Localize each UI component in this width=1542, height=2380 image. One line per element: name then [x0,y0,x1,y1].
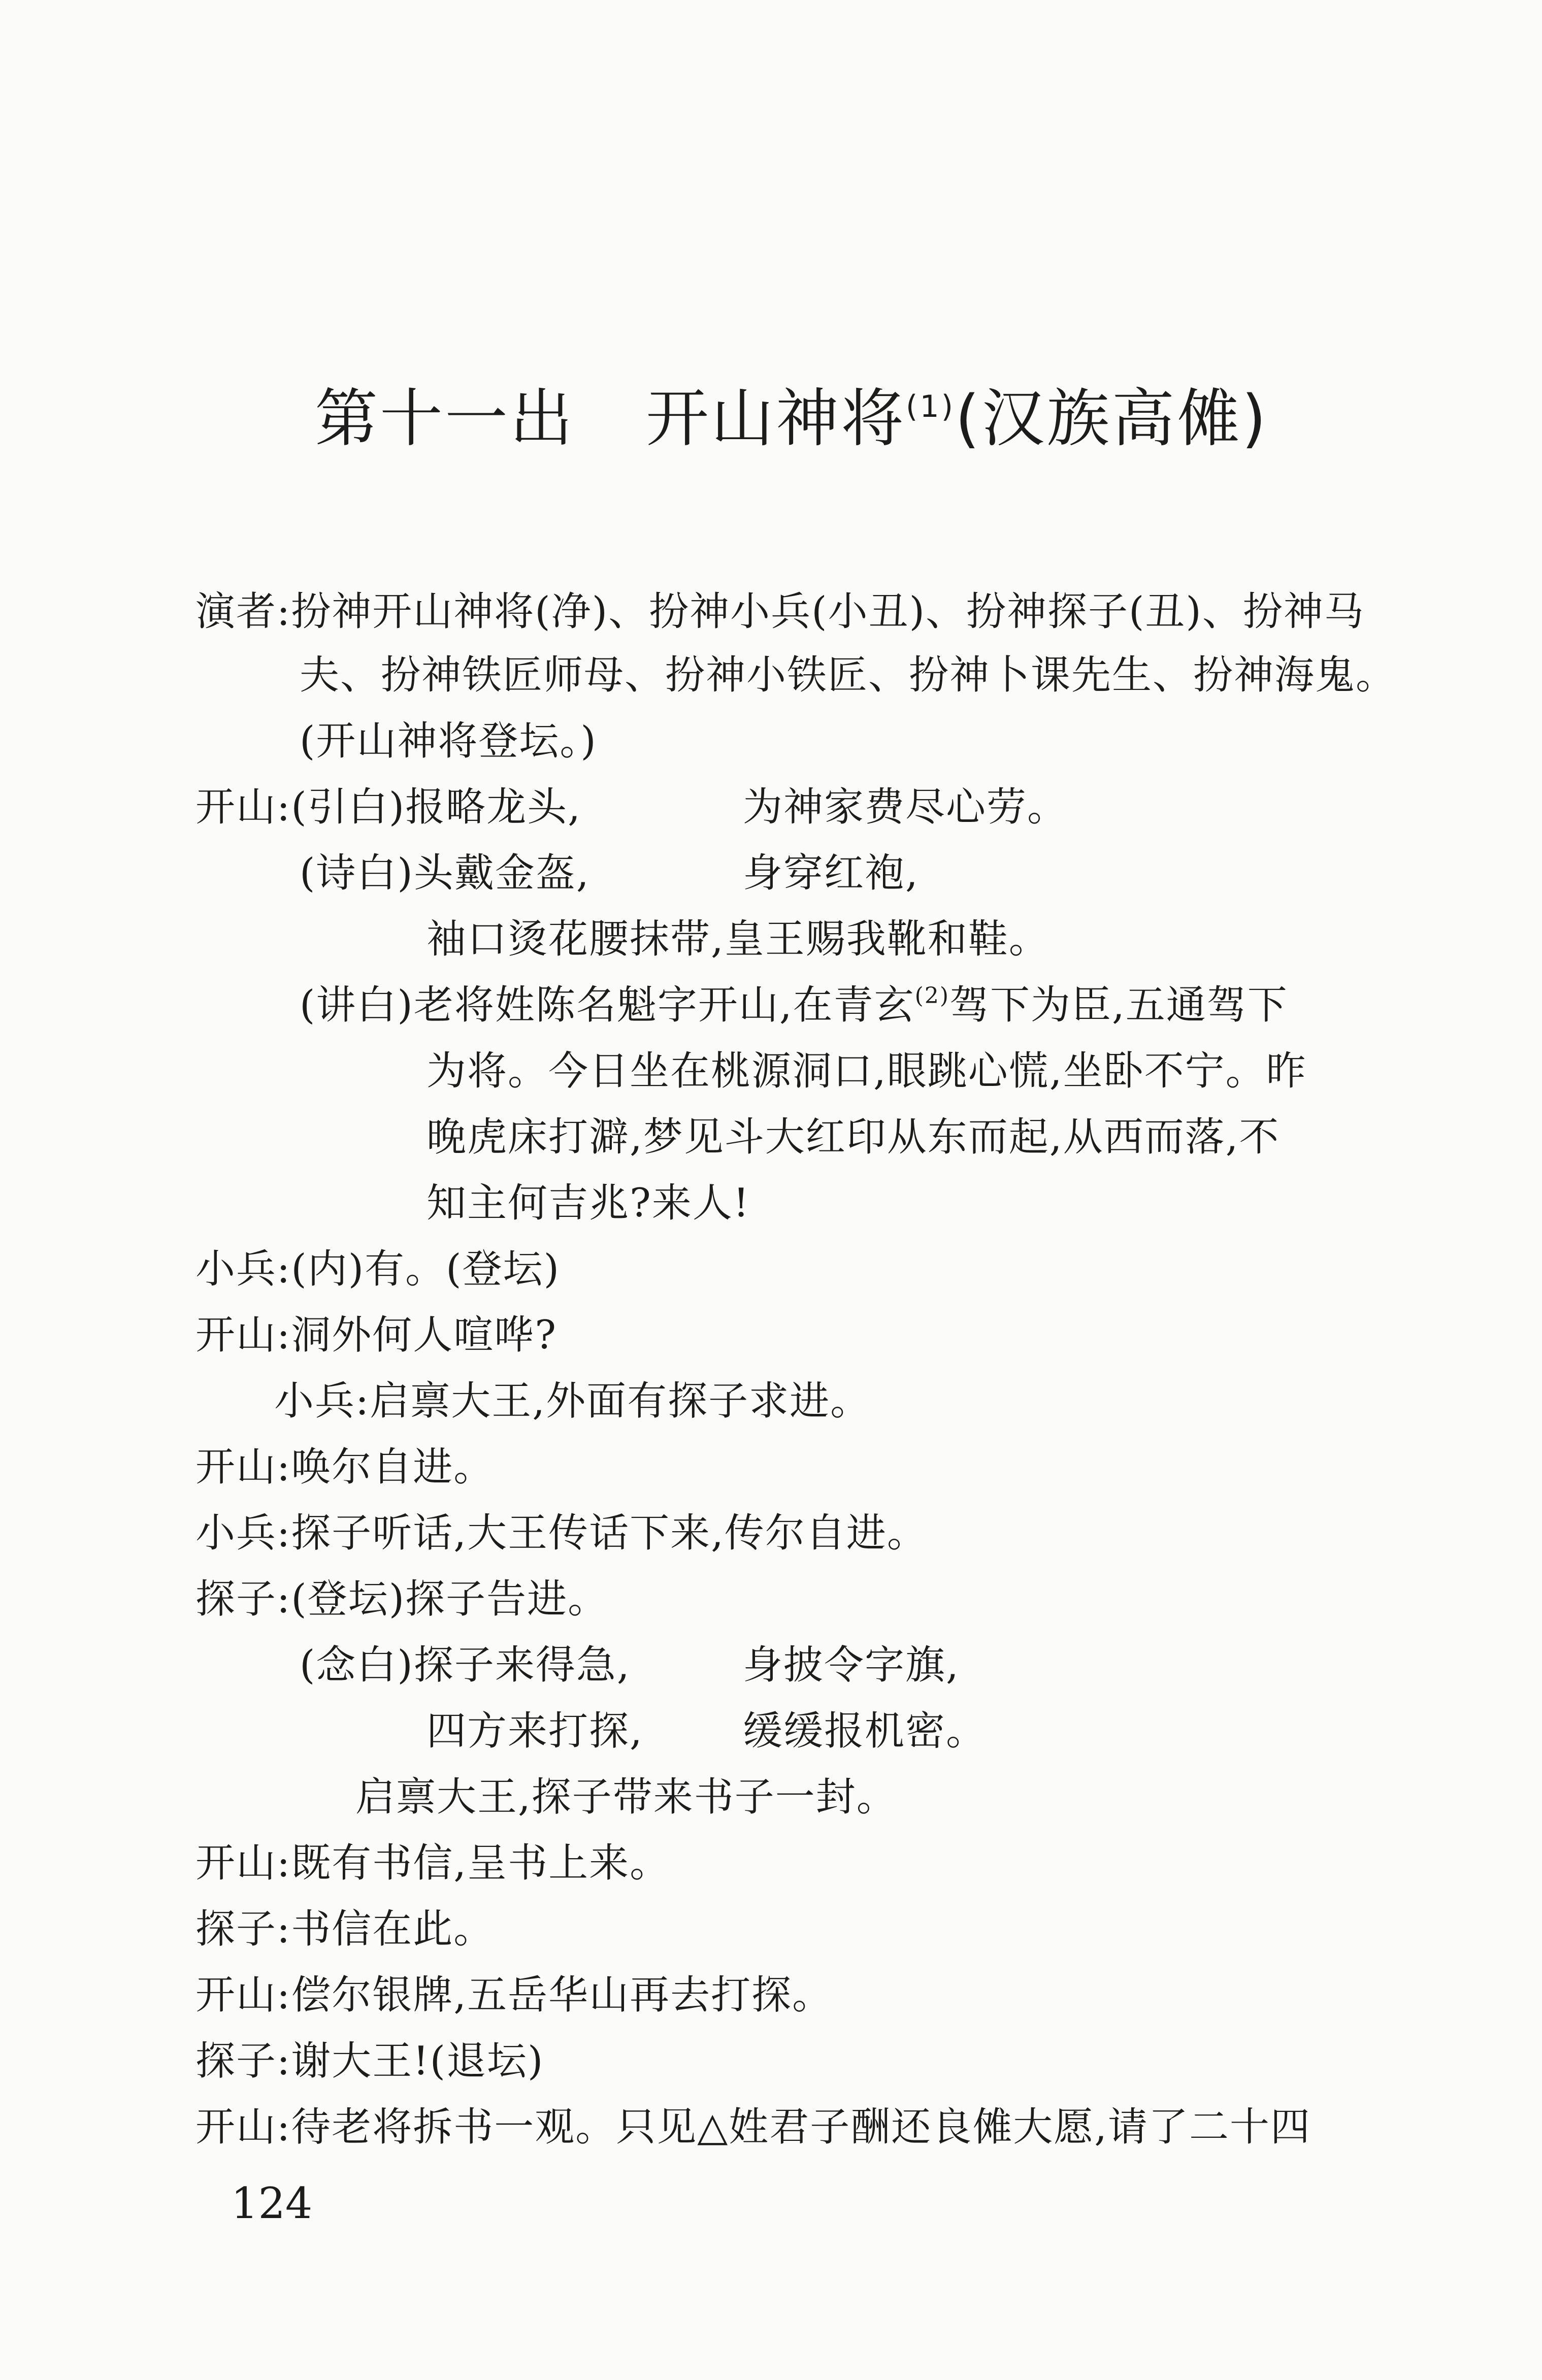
script-line: 开山:唤尔自进。 [195,1444,495,1490]
script-line: 为将。今日坐在桃源洞口,眼跳心慌,坐卧不宁。昨 [426,1048,1307,1094]
script-line: 知主何吉兆?来人! [426,1180,750,1226]
verse-line: 袖口烫花腰抹带,皇王赐我靴和鞋。 [426,916,1049,962]
verse-line: (念白)探子来得急, 身披令字旗, [300,1642,960,1688]
footnote-marker: (2) [914,983,949,1009]
chapter-title [315,378,1279,459]
page-number: 124 [231,2178,313,2228]
script-line: 开山:洞外何人喧哗? [195,1312,557,1358]
script-line: 探子:(登坛)探子告进。 [195,1576,609,1622]
chapter-number: 第十一出 [315,382,575,455]
script-line: (讲白)老将姓陈名魁字开山,在青玄$^{(2)}$驾下为臣,五通驾下 [300,982,1288,1028]
script-line: 开山:待老将拆书一观。只见△姓君子酬还良傩大愿,请了二十四 [195,2104,1311,2150]
script-line: 探子:谢大王!(退坛) [195,2038,544,2084]
script-line: 小兵:(内)有。(登坛) [195,1246,561,1292]
script-line: 小兵:探子听话,大王传话下来,传尔自进。 [195,1510,928,1556]
script-line: 小兵:启禀大王,外面有探子求进。 [274,1378,871,1424]
footnote-marker: (1) [906,389,956,424]
verse-line: (诗白)头戴金盔, 身穿红袍, [300,850,919,896]
script-line: 开山:偿尔银牌,五岳华山再去打探。 [195,1972,833,2018]
script-line: 开山:既有书信,呈书上来。 [195,1840,671,1886]
stage-direction: (开山神将登坛。) [300,718,597,764]
script-line: 演者:扮神开山神将(净)、扮神小兵(小丑)、扮神探子(丑)、扮神马 [195,589,1365,635]
script-line: 开山:(引白)报略龙头, 为神家费尽心劳。 [195,784,1068,830]
script-line: 启禀大王,探子带来书子一封。 [355,1774,897,1820]
script-line: 夫、扮神铁匠师母、扮神小铁匠、扮神卜课先生、扮神海鬼。 [300,652,1397,698]
script-line: 晚虎床打澼,梦见斗大红印从东而起,从西而落,不 [426,1114,1280,1160]
chapter-name: 开山神将 [646,382,906,455]
verse-line: 四方来打探, 缓缓报机密。 [426,1708,987,1754]
script-line: 探子:书信在此。 [195,1906,495,1952]
chapter-genre: (汉族高傩) [955,382,1268,455]
